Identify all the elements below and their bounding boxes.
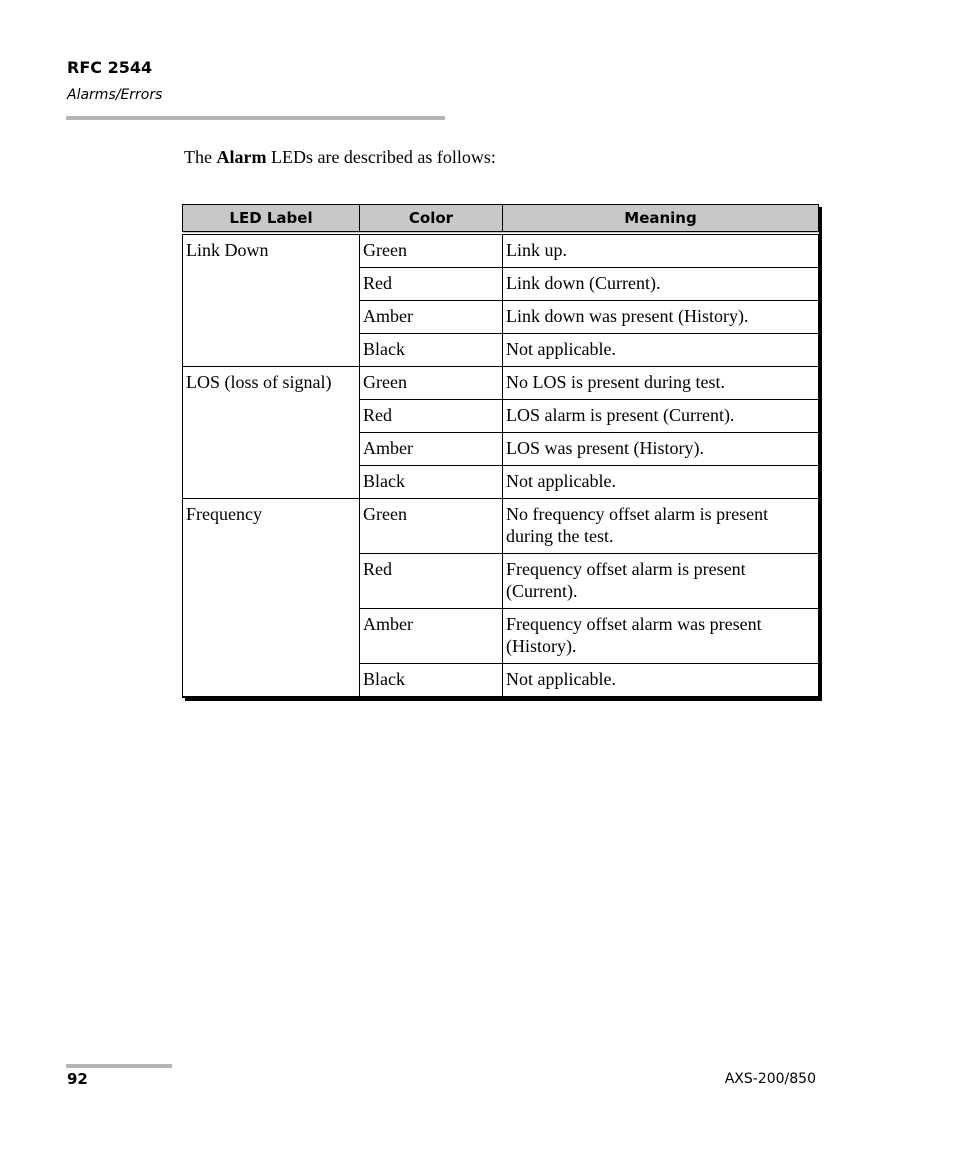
led-table bbox=[182, 204, 819, 698]
intro-prefix: The bbox=[184, 147, 217, 167]
meaning-cell: No frequency offset alarm is present during the test. bbox=[503, 499, 819, 554]
color-cell: Amber bbox=[360, 301, 503, 334]
chapter-title: RFC 2544 bbox=[67, 58, 153, 77]
color-cell: Green bbox=[360, 233, 503, 268]
page-number: 92 bbox=[67, 1070, 88, 1088]
column-header-meaning: Meaning bbox=[503, 205, 819, 234]
color-cell: Green bbox=[360, 499, 503, 554]
column-header-color: Color bbox=[360, 205, 503, 234]
intro-paragraph bbox=[184, 147, 496, 168]
led-label-cell: Frequency bbox=[183, 499, 360, 698]
meaning-cell: Link up. bbox=[503, 233, 819, 268]
meaning-cell: Frequency offset alarm is present (Current). bbox=[503, 554, 819, 609]
section-subtitle: Alarms/Errors bbox=[67, 87, 163, 103]
document-name: AXS-200/850 bbox=[724, 1071, 816, 1087]
meaning-cell: Not applicable. bbox=[503, 664, 819, 698]
table-row bbox=[183, 367, 819, 400]
color-cell: Green bbox=[360, 367, 503, 400]
led-label-cell: LOS (loss of signal) bbox=[183, 367, 360, 499]
color-cell: Red bbox=[360, 554, 503, 609]
footer-rule bbox=[66, 1064, 172, 1068]
intro-suffix: LEDs are described as follows: bbox=[266, 147, 496, 167]
meaning-cell: Frequency offset alarm was present (History). bbox=[503, 609, 819, 664]
color-cell: Black bbox=[360, 466, 503, 499]
meaning-cell: Link down (Current). bbox=[503, 268, 819, 301]
column-header-led-label: LED Label bbox=[183, 205, 360, 234]
meaning-cell: Link down was present (History). bbox=[503, 301, 819, 334]
table-row bbox=[183, 499, 819, 554]
meaning-cell: Not applicable. bbox=[503, 334, 819, 367]
meaning-cell: LOS alarm is present (Current). bbox=[503, 400, 819, 433]
color-cell: Red bbox=[360, 400, 503, 433]
meaning-cell: Not applicable. bbox=[503, 466, 819, 499]
led-label-cell: Link Down bbox=[183, 233, 360, 367]
color-cell: Black bbox=[360, 334, 503, 367]
table-header-row bbox=[183, 205, 819, 234]
meaning-cell: LOS was present (History). bbox=[503, 433, 819, 466]
meaning-cell: No LOS is present during test. bbox=[503, 367, 819, 400]
color-cell: Black bbox=[360, 664, 503, 698]
intro-bold: Alarm bbox=[216, 147, 267, 167]
table-row bbox=[183, 233, 819, 268]
color-cell: Amber bbox=[360, 433, 503, 466]
color-cell: Red bbox=[360, 268, 503, 301]
color-cell: Amber bbox=[360, 609, 503, 664]
header-rule bbox=[66, 116, 445, 120]
